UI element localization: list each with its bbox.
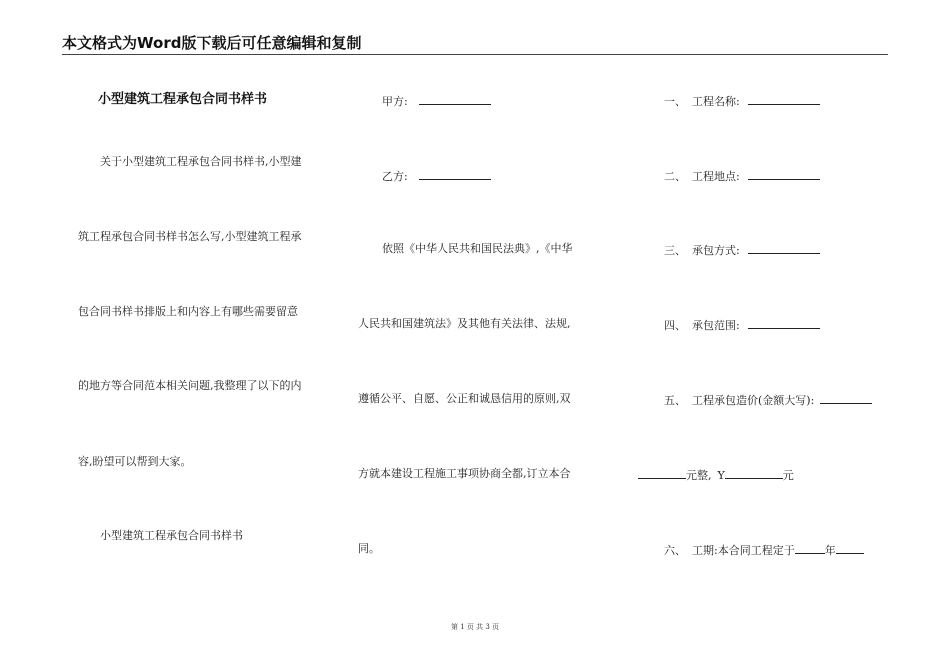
- contract-price-words-blank[interactable]: [820, 392, 872, 404]
- basis-line-3: 遵循公平、自愿、公正和诚恳信用的原则,双: [358, 392, 571, 405]
- party-a-blank[interactable]: [419, 93, 491, 105]
- intro-line-4: 的地方等合同范本相关问题,我整理了以下的内: [78, 379, 302, 392]
- period-year-blank[interactable]: [795, 542, 825, 554]
- project-name-blank[interactable]: [748, 93, 820, 105]
- period-month-blank[interactable]: [836, 542, 864, 554]
- item-number: 四、: [664, 319, 686, 332]
- item-contract-method: [664, 242, 820, 258]
- item-project-location: [664, 168, 820, 184]
- item-label: 承包方式:: [692, 244, 740, 257]
- price-unit: 元整,: [686, 469, 712, 482]
- item-label: 工程地点:: [692, 170, 740, 183]
- download-banner: [62, 34, 888, 55]
- basis-line-4: 方就本建设工程施工事项协商全都,订立本合: [358, 467, 571, 480]
- item-number: 六、: [664, 544, 686, 557]
- basis-line-1: 依照《中华人民共和国民法典》,《中华: [382, 242, 573, 255]
- party-a-row: [382, 93, 491, 109]
- document-title: 小型建筑工程承包合同书样书: [98, 92, 268, 107]
- item-label: 工期:本合同工程定于: [692, 544, 795, 557]
- contract-scope-blank[interactable]: [748, 317, 820, 329]
- page-number: 第 1 页 共 3 页: [450, 623, 500, 631]
- intro-line-3: 包合同书样书排版上和内容上有哪些需要留意: [78, 305, 298, 318]
- intro-line-1: 关于小型建筑工程承包合同书样书,小型建: [100, 155, 302, 168]
- price-currency-symbol: Y: [717, 469, 725, 482]
- item-contract-scope: [664, 317, 820, 333]
- party-b-blank[interactable]: [419, 168, 491, 180]
- period-year-label: 年: [824, 544, 836, 557]
- banner-text: 本文格式为Word版下载后可任意编辑和复制: [62, 34, 362, 52]
- price-figure-blank[interactable]: [725, 467, 783, 479]
- subtitle-line: 小型建筑工程承包合同书样书: [100, 529, 243, 542]
- price-amount-blank[interactable]: [638, 467, 686, 479]
- item-label: 工程承包造价(金额大写):: [692, 394, 815, 407]
- item-label: 承包范围:: [692, 319, 740, 332]
- intro-line-2: 筑工程承包合同书样书怎么写,小型建筑工程承: [78, 230, 302, 243]
- party-a-label: 甲方:: [382, 95, 408, 108]
- item-contract-price: [664, 392, 872, 408]
- basis-line-2: 人民共和国建筑法》及其他有关法律、法规,: [358, 317, 571, 330]
- item-label: 工程名称:: [692, 95, 740, 108]
- item-project-name: [664, 93, 820, 109]
- project-location-blank[interactable]: [748, 168, 820, 180]
- item-number: 五、: [664, 394, 686, 407]
- price-yuan: 元: [782, 469, 794, 482]
- price-amount-row: [638, 467, 794, 483]
- contract-method-blank[interactable]: [748, 242, 820, 254]
- basis-line-5: 同。: [358, 542, 380, 555]
- item-number: 一、: [664, 95, 686, 108]
- item-number: 二、: [664, 170, 686, 183]
- intro-line-5: 容,盼望可以帮到大家。: [78, 455, 192, 468]
- item-number: 三、: [664, 244, 686, 257]
- party-b-row: [382, 168, 491, 184]
- item-construction-period: [664, 542, 864, 558]
- party-b-label: 乙方:: [382, 170, 408, 183]
